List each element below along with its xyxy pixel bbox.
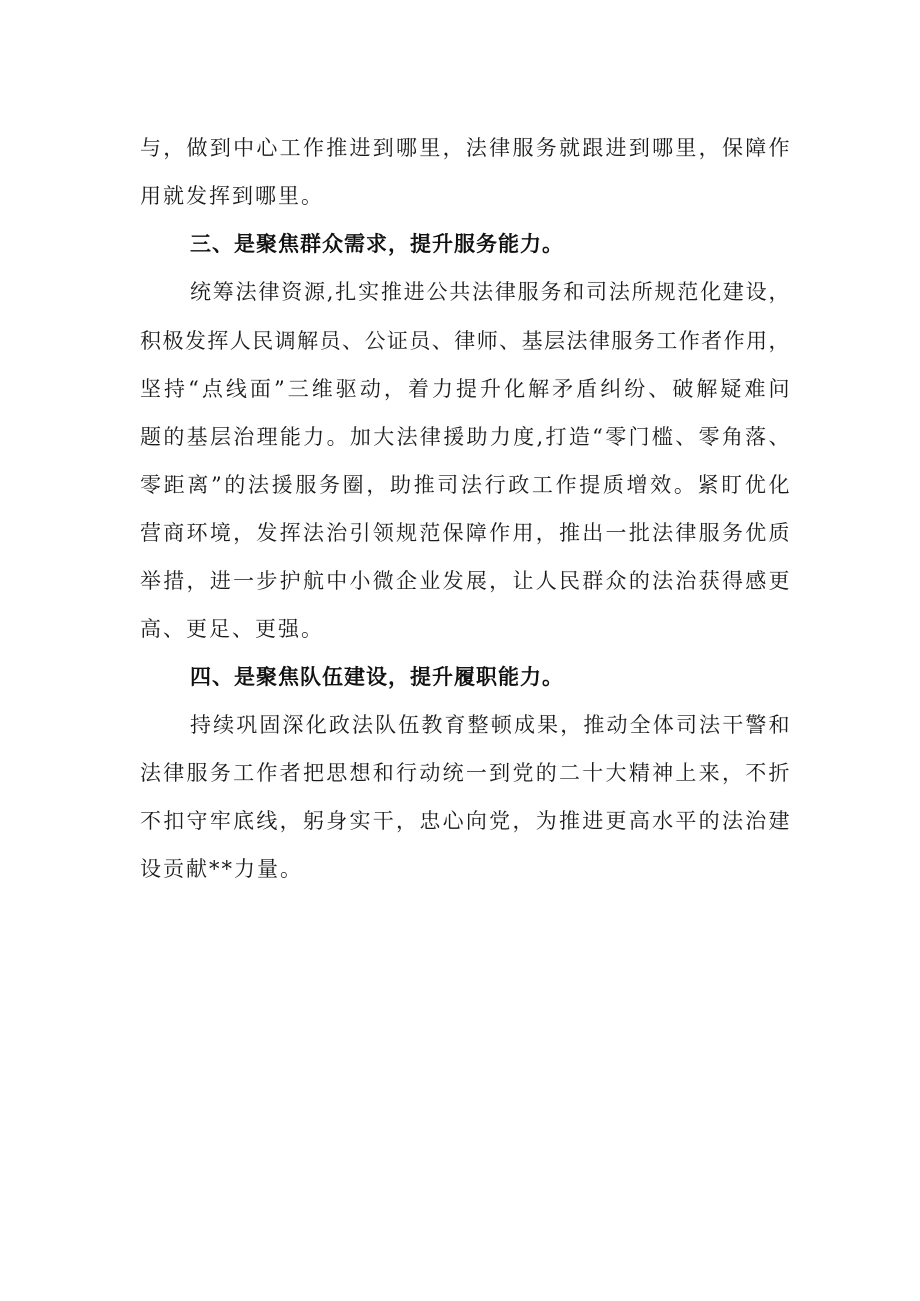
section-3-line-8: 高、更足、更强。: [140, 617, 324, 641]
intro-line-1: 与，做到中心工作推进到哪里，法律服务就跟进到哪里，保障作: [140, 136, 790, 160]
section-4-line-3: 不扣守牢底线，躬身实干，忠心向党，为推进更高水平的法治建: [140, 809, 790, 833]
section-3-line-1: 统筹法律资源,扎实推进公共法律服务和司法所规范化建设，: [190, 280, 790, 304]
section-4-heading: 四、是聚焦队伍建设，提升履职能力。: [190, 665, 564, 689]
section-4-line-1: 持续巩固深化政法队伍教育整顿成果，推动全体司法干警和: [190, 713, 790, 737]
section-3-line-7: 举措，进一步护航中小微企业发展，让人民群众的法治获得感更: [140, 569, 790, 593]
section-3-line-2: 积极发挥人民调解员、公证员、律师、基层法律服务工作者作用，: [140, 329, 790, 353]
section-3-line-6: 营商环境，发挥法治引领规范保障作用，推出一批法律服务优质: [140, 521, 790, 545]
section-3-line-4: 题的基层治理能力。加大法律援助力度,打造“零门槛、零角落、: [140, 425, 790, 449]
section-3-heading: 三、是聚焦群众需求，提升服务能力。: [190, 232, 564, 256]
section-3-line-3: 坚持“点线面”三维驱动，着力提升化解矛盾纠纷、破解疑难问: [140, 377, 790, 401]
section-3-line-5: 零距离”的法援服务圈，助推司法行政工作提质增效。紧盯优化: [140, 473, 790, 497]
section-4-line-2: 法律服务工作者把思想和行动统一到党的二十大精神上来，不折: [140, 761, 790, 785]
section-4-line-4: 设贡献**力量。: [140, 857, 303, 881]
intro-line-2: 用就发挥到哪里。: [140, 184, 324, 208]
